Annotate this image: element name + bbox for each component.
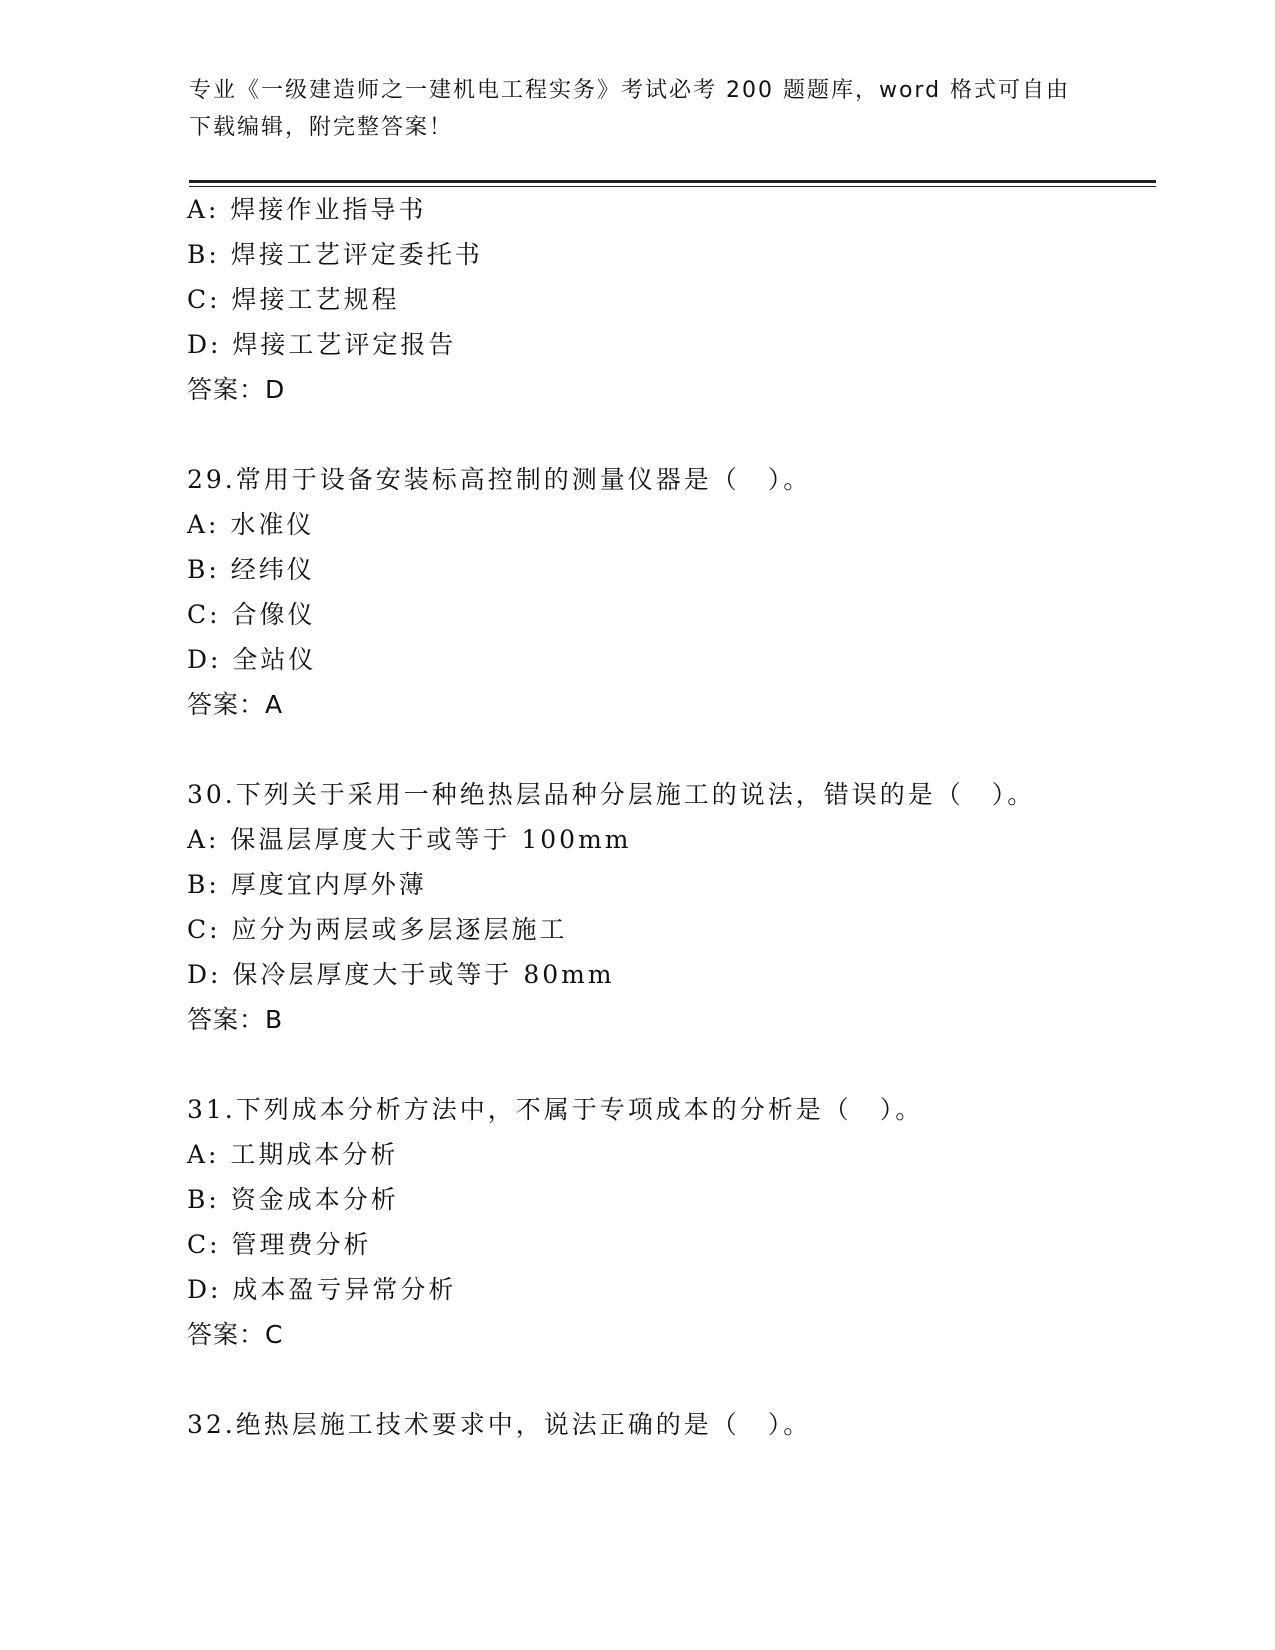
q30-option-d: D: 保冷层厚度大于或等于 80mm <box>187 960 615 989</box>
q31-answer: 答案：C <box>187 1320 284 1349</box>
header-line-1: 专业《一级建造师之一建机电工程实务》考试必考 200 题题库，word 格式可自由 <box>189 78 1071 103</box>
q31-option-c: C: 管理费分析 <box>187 1230 372 1259</box>
q31-option-a: A: 工期成本分析 <box>187 1140 399 1169</box>
q29-option-d: D: 全站仪 <box>187 645 317 674</box>
q30-option-b: B: 厚度宜内厚外薄 <box>187 870 427 899</box>
q30-question: 30.下列关于采用一种绝热层品种分层施工的说法，错误的是（ ）。 <box>187 780 1036 809</box>
q29-answer: 答案：A <box>187 690 284 719</box>
q31-option-b: B: 资金成本分析 <box>187 1185 399 1214</box>
q29-option-c: C: 合像仪 <box>187 600 316 629</box>
q31-option-d: D: 成本盈亏异常分析 <box>187 1275 457 1304</box>
q28-option-d: D: 焊接工艺评定报告 <box>187 330 457 359</box>
header-divider-thin <box>189 186 1156 187</box>
q28-option-a: A: 焊接作业指导书 <box>187 195 427 224</box>
q30-option-c: C: 应分为两层或多层逐层施工 <box>187 915 568 944</box>
q31-question: 31.下列成本分析方法中，不属于专项成本的分析是（ ）。 <box>187 1095 924 1124</box>
q29-option-a: A: 水准仪 <box>187 510 315 539</box>
document-header <box>189 72 1089 146</box>
q28-option-b: B: 焊接工艺评定委托书 <box>187 240 483 269</box>
header-line-2: 下载编辑，附完整答案！ <box>189 115 454 140</box>
q30-answer: 答案：B <box>187 1005 284 1034</box>
q29-question: 29.常用于设备安装标高控制的测量仪器是（ ）。 <box>187 465 812 494</box>
q28-option-c: C: 焊接工艺规程 <box>187 285 400 314</box>
header-divider-thick <box>189 180 1156 183</box>
q28-answer: 答案：D <box>187 375 286 404</box>
q32-question: 32.绝热层施工技术要求中，说法正确的是（ ）。 <box>187 1410 812 1439</box>
q30-option-a: A: 保温层厚度大于或等于 100mm <box>187 825 632 854</box>
q29-option-b: B: 经纬仪 <box>187 555 315 584</box>
